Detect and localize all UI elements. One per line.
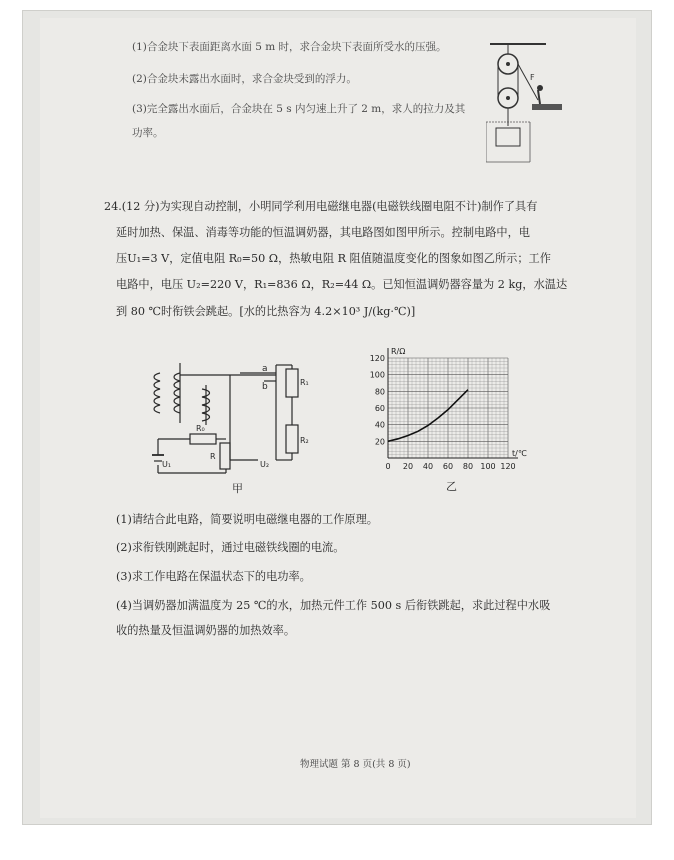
circuit-label-r0: R₀ (196, 424, 205, 433)
x-tick-label: 100 (480, 462, 496, 471)
chart-caption: 乙 (446, 480, 457, 493)
sub-question-3: (3)求工作电路在保温状态下的电功率。 (116, 570, 311, 583)
circuit-label-u2: U₂ (260, 460, 270, 469)
circuit-label-b: b (262, 382, 268, 392)
y-tick-label: 20 (374, 437, 385, 447)
sub-question-1: (1)请结合此电路，简要说明电磁继电器的工作原理。 (116, 513, 378, 526)
y-axis-label: R/Ω (391, 347, 406, 356)
sub-question-4: (4)当调奶器加满温度为 25 ℃的水，加热元件工作 500 s 后衔铁跳起，求此过程中水吸 (116, 599, 551, 612)
x-tick-label: 20 (402, 462, 414, 471)
q24-line-1: 24.(12 分)为实现自动控制，小明同学利用电磁继电器(电磁铁线圈电阻不计)制作了具有 (104, 200, 538, 213)
q24-line-4: 电路中，电压 U₂=220 V，R₁=836 Ω，R₂=44 Ω。已知恒温调奶器容量为 2 kg，水温达 (116, 278, 568, 291)
prev-question-part-3: (3)完全露出水面后，合金块在 5 s 内匀速上升了 2 m，求人的拉力及其 (132, 103, 466, 115)
pulley-diagram (486, 38, 566, 168)
circuit-label-a: a (262, 364, 268, 374)
page-footer: 物理试题 第 8 页(共 8 页) (300, 759, 411, 770)
prev-question-part-2: (2)合金块未露出水面时，求合金块受到的浮力。 (132, 73, 357, 85)
prev-question-part-1: (1)合金块下表面距离水面 5 m 时，求合金块下表面所受水的压强。 (132, 41, 447, 53)
x-tick-label: 120 (500, 462, 516, 471)
x-tick-label: 60 (442, 462, 454, 471)
y-tick-label: 60 (374, 404, 385, 413)
resistance-temperature-chart (358, 340, 548, 480)
pulley-force-label: F (530, 73, 535, 82)
y-tick-label: 100 (369, 370, 385, 380)
y-tick-label: 120 (369, 354, 385, 363)
circuit-label-r1: R₁ (300, 378, 309, 387)
circuit-label-u1: U₁ (162, 460, 172, 469)
q24-line-5: 到 80 ℃时衔铁会跳起。[水的比热容为 4.2×10³ J/(kg·℃)] (116, 305, 416, 318)
q24-line-3: 压U₁=3 V，定值电阻 R₀=50 Ω，热敏电阻 R 阻值随温度变化的图象如图乙所示；工作 (116, 252, 551, 265)
y-tick-label: 40 (374, 420, 385, 430)
x-tick-label: 80 (462, 462, 474, 471)
circuit-label-r2: R₂ (300, 436, 309, 445)
prev-question-part-3-cont: 功率。 (132, 127, 164, 139)
sub-question-2: (2)求衔铁刚跳起时，通过电磁铁线圈的电流。 (116, 541, 345, 554)
circuit-caption: 甲 (232, 482, 243, 495)
x-tick-label: 40 (422, 462, 434, 471)
q24-line-2: 延时加热、保温、消毒等功能的恒温调奶器，其电路图如图甲所示。控制电路中，电 (116, 226, 530, 239)
x-axis-label: t/℃ (512, 449, 527, 458)
circuit-diagram (150, 355, 330, 480)
circuit-label-r: R (210, 452, 216, 461)
sub-question-4-cont: 收的热量及恒温调奶器的加热效率。 (116, 624, 296, 637)
x-tick-label: 0 (385, 462, 391, 471)
y-tick-label: 80 (374, 387, 385, 397)
